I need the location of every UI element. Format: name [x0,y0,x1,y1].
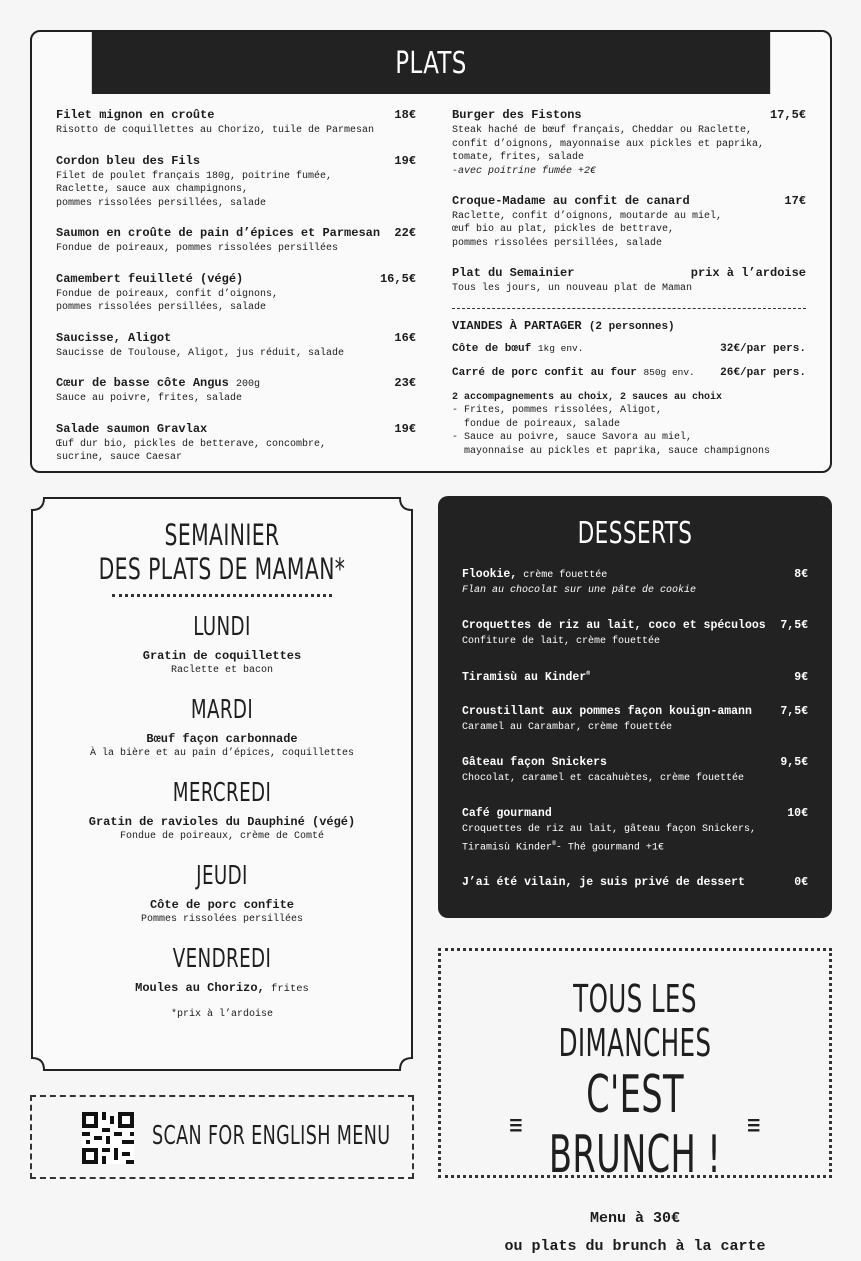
dessert-name-text: Café gourmand [462,806,552,820]
dessert-desc [462,823,808,855]
viande-name [452,367,695,379]
plat-item [56,331,416,361]
plat-name [452,266,574,280]
plat-row [56,376,416,390]
dotted-divider [112,594,332,597]
plat-desc [452,124,806,165]
plat-row [452,194,806,208]
dessert-item [462,807,808,855]
plat-note: -avec poitrine fumée +2€ [452,165,597,177]
brunch-line2: C'EST BRUNCH ! [548,1065,722,1185]
plat-item [452,108,806,178]
plat-name [56,272,243,286]
semainier-day: JEUDI [196,861,248,891]
accompagnement-line: - Frites, pommes rissolées, Aligot, [452,405,663,416]
dessert-price: 7,5€ [780,704,808,718]
plat-name [452,108,582,122]
dessert-row [462,670,808,684]
viande-weight: 1kg env. [537,342,584,354]
plat-price: 23€ [394,376,416,390]
plat-desc-line: Fondue de poireaux, pommes rissolées persillées [56,243,339,254]
plat-desc [56,170,416,211]
plat-item [452,266,806,296]
semainier-day: MERCREDI [172,778,272,808]
dessert-name-text: Croustillant aux pommes façon kouign-amann [462,704,752,718]
dessert-row [462,568,808,581]
plat-name-text: Cordon bleu des Fils [56,153,201,168]
viande-item [452,343,806,355]
semainier-title [72,518,372,586]
semainier-days [30,611,414,995]
registered-mark: ® [586,670,591,677]
dessert-price: 0€ [794,876,808,890]
plat-price: 17€ [784,193,806,208]
plat-price: 16,5€ [379,271,416,286]
plat-price: 19€ [394,153,416,168]
plat-row [56,331,416,345]
plat-desc-line: sucrine, sauce Caesar [56,452,183,463]
plat-name-text: Cœur de basse côte Angus [56,376,229,390]
dessert-desc-line: Caramel au Carambar, crème fouettée [462,721,673,733]
dessert-desc [462,584,808,598]
dessert-item [462,670,808,684]
accompagnement-line: fondue de poireaux, salade [452,418,621,430]
plat-item [56,376,416,406]
dessert-name [462,619,766,632]
semainier-title-line1: SEMAINIER [164,518,280,552]
plat-price: 17,5€ [769,108,806,122]
plat-name-text: Saucisse, Aligot [56,330,172,345]
plat-item [56,154,416,211]
accompagnements [452,391,806,459]
plat-desc-line: Tous les jours, un nouveau plat de Maman [452,283,693,294]
viandes-title [452,319,806,333]
dessert-desc [462,721,808,735]
plat-weight: 200g [236,379,261,390]
semainier-dish-text: Moules au Chorizo, [135,981,265,995]
semainier-dish [30,898,414,912]
plats-right-column [452,108,806,458]
dessert-item [462,568,808,598]
qr-code-icon[interactable] [82,1112,134,1164]
dessert-name [462,876,745,889]
plat-price: 19€ [394,421,416,436]
semainier-content [30,496,414,1020]
spark-right-icon: ≡ [746,1108,762,1141]
dessert-name [462,670,590,684]
plat-name [56,154,200,168]
dessert-name-text: Croquettes de riz au lait, coco et spéculoos [462,619,766,632]
plats-title: PLATS [395,46,467,81]
plat-price: prix à l’ardoise [690,266,806,280]
brunch-line2-wrap [495,1065,774,1185]
plats-header [92,32,770,94]
semainier-dish-text: Bœuf façon carbonnade [146,732,298,746]
dessert-item [462,756,808,786]
semainier-dish [30,649,414,663]
dessert-desc-line2 [462,837,808,855]
dessert-name [462,705,752,718]
plat-desc [56,124,416,138]
dessert-desc-line: Flan au chocolat sur une pâte de cookie [462,585,697,596]
semainier-day: MARDI [190,695,254,725]
dessert-extra: crème fouettée [517,570,608,581]
desserts-list [462,568,808,910]
semainier-section [30,496,414,1072]
dessert-row [462,619,808,632]
dessert-name [462,568,607,581]
desserts-title: DESSERTS [577,516,693,551]
dessert-desc2a: Tiramisù Kinder [462,842,553,854]
qr-section [30,1095,414,1179]
semainier-dish [30,732,414,746]
plat-desc-line: Sauce au poivre, frites, salade [56,393,243,404]
accompagnements-title: 2 accompagnements au choix, 2 sauces au choix [452,391,723,403]
plat-name [56,422,207,436]
plat-desc-line: Filet de poulet français 180g, poitrine fumée, [56,170,333,182]
dessert-row [462,876,808,889]
plats-right-items [452,108,806,296]
viande-price: 26€/par pers. [720,366,806,379]
plat-name-text: Croque-Madame au confit de canard [452,193,690,208]
qr-label: SCAN FOR ENGLISH MENU [152,1121,391,1151]
plat-desc-line: Saucisse de Toulouse, Aligot, jus réduit, salade [56,347,345,359]
semainier-dish-extra: frites [264,983,309,995]
dessert-name-text: Flookie, [462,568,518,581]
plat-name-text: Burger des Fistons [452,108,582,122]
plat-desc-line: pommes rissolées persillées, salade [452,237,663,249]
semainier-dish [30,981,414,995]
dessert-desc-line: Croquettes de riz au lait, gâteau façon Snickers, [462,823,757,835]
plat-name [56,331,171,345]
semainier-day: LUNDI [193,612,251,642]
dessert-row [462,756,808,769]
plat-name [56,226,380,240]
plat-row [56,422,416,436]
plat-name-text: Filet mignon en croûte [56,108,215,122]
plat-name-text: Saumon en croûte de pain d’épices et Parmesan [56,226,381,240]
semainier-day: VENDREDI [172,944,272,974]
plat-desc-line: pommes rissolées persillées, salade [56,302,267,313]
dessert-desc [462,772,808,786]
plat-desc-line: Œuf dur bio, pickles de betterave, concombre, [56,438,327,450]
desserts-section [438,496,832,918]
brunch-section [438,948,832,1255]
dessert-name-text: Gâteau façon Snickers [462,755,607,769]
plat-desc-line: Fondue de poireaux, confit d’oignons, [56,288,279,300]
viande-weight: 850g env. [643,366,695,378]
plat-row [56,272,416,286]
plat-price: 18€ [394,108,416,122]
brunch-line3: Menu à 30€ [589,1210,680,1227]
semainier-dish-text: Gratin de coquillettes [142,649,302,663]
plat-name-text: Salade saumon Gravlax [56,421,208,436]
dessert-name-text: Tiramisù au Kinder [462,670,587,684]
dessert-price: 9,5€ [780,755,808,769]
accompagnement-line: mayonnaise au pickles et paprika, sauce champignons [452,445,771,457]
plat-name [56,108,214,122]
plat-name-text: Camembert feuilleté (végé) [56,271,244,286]
plat-desc-line: Raclette, sauce aux champignons, [56,184,249,195]
dessert-row [462,705,808,718]
plat-desc [452,282,806,296]
dessert-price: 8€ [794,568,808,581]
plats-section [30,30,832,473]
plat-desc [56,288,416,315]
plat-row [56,226,416,240]
viande-name-text: Carré de porc confit au four [452,366,637,379]
viandes-title-text: VIANDES À PARTAGER [452,318,582,333]
plat-desc [56,438,416,465]
viande-item [452,367,806,379]
plat-item [452,194,806,251]
dessert-desc-line: Confiture de lait, crème fouettée [462,636,661,647]
plats-left-column [56,108,416,481]
semainier-dish-desc: À la bière et au pain d’épices, coquillettes [89,748,355,759]
plat-desc-line: Steak haché de bœuf français, Cheddar ou Raclette, [452,125,753,136]
plat-row [56,154,416,168]
accompagnement-line: - Sauce au poivre, sauce Savora au miel, [452,432,693,443]
semainier-dish-text: Gratin de ravioles du Dauphiné (végé) [88,815,356,829]
dessert-desc2b: - Thé gourmand +1€ [555,842,664,854]
plat-desc [56,392,416,406]
plat-desc [452,210,806,251]
brunch-line4: ou plats du brunch à la carte [504,1238,766,1255]
plat-desc-line: Risotto de coquillettes au Chorizo, tuile de Parmesan [56,125,375,136]
dessert-price: 10€ [787,806,808,820]
dessert-name [462,756,607,769]
dessert-desc-line: Chocolat, caramel et cacahuètes, crème fouettée [462,772,745,784]
semainier-title-line2: DES PLATS DE MAMAN* [98,552,346,586]
dessert-item [462,876,808,889]
plat-item [56,108,416,138]
dessert-row [462,807,808,820]
plat-row [452,266,806,280]
viandes-list [452,343,806,379]
semainier-dish-text: Côte de porc confite [149,898,295,912]
plat-name [56,376,260,390]
plat-row [452,108,806,122]
plat-desc-line: œuf bio au plat, pickles de bettrave, [452,224,675,235]
plat-name [452,194,690,208]
plat-desc-line: tomate, frites, salade [452,152,585,163]
spark-left-icon: ≡ [508,1108,524,1141]
dessert-price: 7,5€ [780,619,808,632]
plat-price: 16€ [394,330,416,345]
plat-desc-line: pommes rissolées persillées, salade [56,197,267,209]
viande-name [452,343,583,355]
semainier-dish-desc: Pommes rissolées persillées [140,914,304,925]
plat-item [56,272,416,315]
plat-price: 22€ [394,226,416,240]
viandes-subtitle: (2 personnes) [588,320,675,333]
brunch-line1: TOUS LES DIMANCHES [558,977,712,1065]
plat-desc-line: confit d’oignons, mayonnaise aux pickles et paprika, [452,138,765,150]
dessert-item [462,619,808,649]
semainier-dish [30,815,414,829]
plat-desc [56,347,416,361]
semainier-dish-desc: Fondue de poireaux, crème de Comté [119,831,325,842]
viande-name-text: Côte de bœuf [452,342,532,355]
semainier-footnote: *prix à l’ardoise [170,1009,274,1020]
plat-desc-line: Raclette, confit d’oignons, moutarde au miel, [452,210,723,222]
dashed-divider [452,308,806,309]
plat-row [56,108,416,122]
viande-price: 32€/par pers. [720,342,806,355]
plat-item [56,226,416,256]
plat-item [56,422,416,465]
plat-name-text: Plat du Semainier [452,266,575,280]
brunch-offer [441,1205,829,1261]
accompagnements-lines [452,404,806,458]
dessert-price: 9€ [794,670,808,684]
dessert-item [462,705,808,735]
dessert-name-text: J’ai été vilain, je suis privé de dessert [462,876,745,890]
registered-mark: ® [552,839,556,847]
semainier-dish-desc: Raclette et bacon [170,665,274,676]
dessert-desc [462,635,808,649]
dessert-name [462,807,552,820]
plat-desc [56,242,416,256]
